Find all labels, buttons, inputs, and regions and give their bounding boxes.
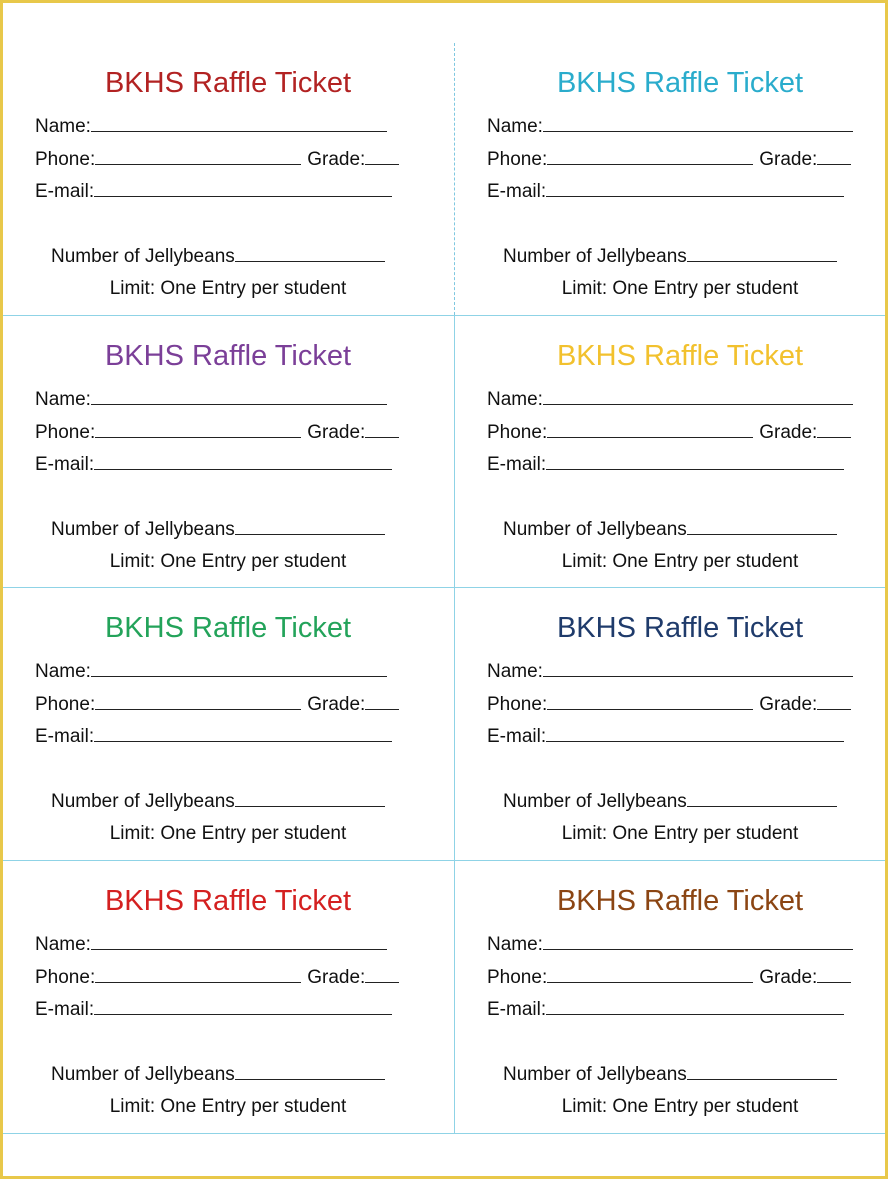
name-line (487, 931, 853, 958)
email-label: E-mail: (487, 726, 547, 747)
grade-label: Grade: (307, 694, 366, 715)
ticket-title: BKHS Raffle Ticket (556, 340, 804, 372)
email-label: E-mail: (35, 726, 95, 747)
name-blank (543, 931, 853, 950)
jellybeans-line (503, 1061, 837, 1088)
phone-label: Phone: (35, 694, 96, 715)
phone-line (487, 964, 851, 991)
email-label: E-mail: (487, 999, 547, 1020)
name-label: Name: (35, 934, 91, 955)
jellybeans-label: Number of Jellybeans (51, 246, 235, 267)
limit-note: Limit: One Entry per student (109, 551, 347, 572)
name-label: Name: (487, 389, 543, 410)
phone-line (35, 964, 399, 991)
email-line (487, 451, 844, 478)
raffle-ticket (3, 861, 453, 1133)
limit-note: Limit: One Entry per student (561, 823, 799, 844)
phone-line (35, 419, 399, 446)
phone-label: Phone: (35, 422, 96, 443)
grade-blank (365, 964, 399, 983)
grade-blank (365, 691, 399, 710)
grade-label: Grade: (759, 967, 818, 988)
name-line (35, 113, 387, 140)
phone-blank (547, 691, 753, 710)
jellybeans-line (51, 1061, 385, 1088)
name-blank (543, 113, 853, 132)
grade-blank (365, 146, 399, 165)
jellybeans-line (51, 243, 385, 270)
ticket-title: BKHS Raffle Ticket (556, 67, 804, 99)
limit-note: Limit: One Entry per student (109, 823, 347, 844)
phone-line (35, 691, 399, 718)
email-blank (546, 178, 844, 197)
grade-blank (817, 419, 851, 438)
ticket-title: BKHS Raffle Ticket (104, 885, 352, 917)
email-blank (94, 996, 392, 1015)
jellybeans-blank (687, 788, 837, 807)
email-label: E-mail: (487, 181, 547, 202)
raffle-ticket (455, 861, 888, 1133)
jellybeans-blank (235, 1061, 385, 1080)
phone-blank (547, 964, 753, 983)
phone-blank (547, 146, 753, 165)
phone-blank (95, 964, 301, 983)
email-blank (94, 178, 392, 197)
jellybeans-line (51, 788, 385, 815)
name-line (35, 658, 387, 685)
email-label: E-mail: (487, 454, 547, 475)
jellybeans-label: Number of Jellybeans (51, 1064, 235, 1085)
name-blank (91, 658, 387, 677)
ticket-title: BKHS Raffle Ticket (104, 340, 352, 372)
jellybeans-label: Number of Jellybeans (503, 246, 687, 267)
name-blank (91, 113, 387, 132)
name-line (35, 386, 387, 413)
phone-label: Phone: (35, 149, 96, 170)
ticket-title: BKHS Raffle Ticket (556, 612, 804, 644)
phone-line (35, 146, 399, 173)
jellybeans-line (51, 516, 385, 543)
jellybeans-label: Number of Jellybeans (503, 519, 687, 540)
jellybeans-line (503, 243, 837, 270)
grade-label: Grade: (759, 149, 818, 170)
name-blank (543, 386, 853, 405)
jellybeans-blank (235, 243, 385, 262)
grade-label: Grade: (759, 694, 818, 715)
name-label: Name: (35, 661, 91, 682)
email-label: E-mail: (35, 999, 95, 1020)
raffle-ticket (455, 316, 888, 588)
name-label: Name: (35, 116, 91, 137)
ticket-title: BKHS Raffle Ticket (556, 885, 804, 917)
limit-note: Limit: One Entry per student (109, 278, 347, 299)
ticket-title: BKHS Raffle Ticket (104, 67, 352, 99)
phone-label: Phone: (487, 149, 548, 170)
email-blank (546, 451, 844, 470)
email-label: E-mail: (35, 454, 95, 475)
phone-blank (95, 146, 301, 165)
limit-note: Limit: One Entry per student (109, 1096, 347, 1117)
grade-label: Grade: (307, 422, 366, 443)
grade-blank (365, 419, 399, 438)
raffle-ticket (3, 316, 453, 588)
phone-blank (95, 419, 301, 438)
raffle-ticket (455, 588, 888, 860)
name-line (487, 113, 853, 140)
name-label: Name: (487, 116, 543, 137)
phone-label: Phone: (487, 967, 548, 988)
phone-label: Phone: (35, 967, 96, 988)
email-line (487, 178, 844, 205)
email-line (35, 451, 392, 478)
limit-note: Limit: One Entry per student (561, 278, 799, 299)
limit-note: Limit: One Entry per student (561, 1096, 799, 1117)
jellybeans-blank (235, 516, 385, 535)
phone-blank (547, 419, 753, 438)
email-line (487, 996, 844, 1023)
grade-blank (817, 146, 851, 165)
jellybeans-blank (687, 1061, 837, 1080)
name-line (35, 931, 387, 958)
jellybeans-label: Number of Jellybeans (503, 1064, 687, 1085)
email-line (487, 723, 844, 750)
raffle-ticket (3, 43, 453, 315)
jellybeans-blank (687, 516, 837, 535)
limit-note: Limit: One Entry per student (561, 551, 799, 572)
jellybeans-line (503, 516, 837, 543)
email-line (35, 723, 392, 750)
name-label: Name: (35, 389, 91, 410)
name-blank (91, 386, 387, 405)
name-line (487, 658, 853, 685)
name-label: Name: (487, 934, 543, 955)
email-blank (94, 451, 392, 470)
jellybeans-label: Number of Jellybeans (503, 791, 687, 812)
grade-label: Grade: (307, 967, 366, 988)
grade-label: Grade: (759, 422, 818, 443)
grade-blank (817, 964, 851, 983)
email-line (35, 996, 392, 1023)
name-blank (543, 658, 853, 677)
phone-blank (95, 691, 301, 710)
email-blank (546, 723, 844, 742)
raffle-ticket (3, 588, 453, 860)
grade-blank (817, 691, 851, 710)
email-line (35, 178, 392, 205)
jellybeans-label: Number of Jellybeans (51, 791, 235, 812)
jellybeans-blank (235, 788, 385, 807)
email-label: E-mail: (35, 181, 95, 202)
jellybeans-blank (687, 243, 837, 262)
phone-label: Phone: (487, 422, 548, 443)
jellybeans-line (503, 788, 837, 815)
jellybeans-label: Number of Jellybeans (51, 519, 235, 540)
ticket-title: BKHS Raffle Ticket (104, 612, 352, 644)
phone-line (487, 691, 851, 718)
phone-line (487, 419, 851, 446)
phone-line (487, 146, 851, 173)
name-label: Name: (487, 661, 543, 682)
name-line (487, 386, 853, 413)
row-divider-4 (3, 1133, 885, 1134)
raffle-ticket (455, 43, 888, 315)
email-blank (94, 723, 392, 742)
name-blank (91, 931, 387, 950)
email-blank (546, 996, 844, 1015)
phone-label: Phone: (487, 694, 548, 715)
grade-label: Grade: (307, 149, 366, 170)
